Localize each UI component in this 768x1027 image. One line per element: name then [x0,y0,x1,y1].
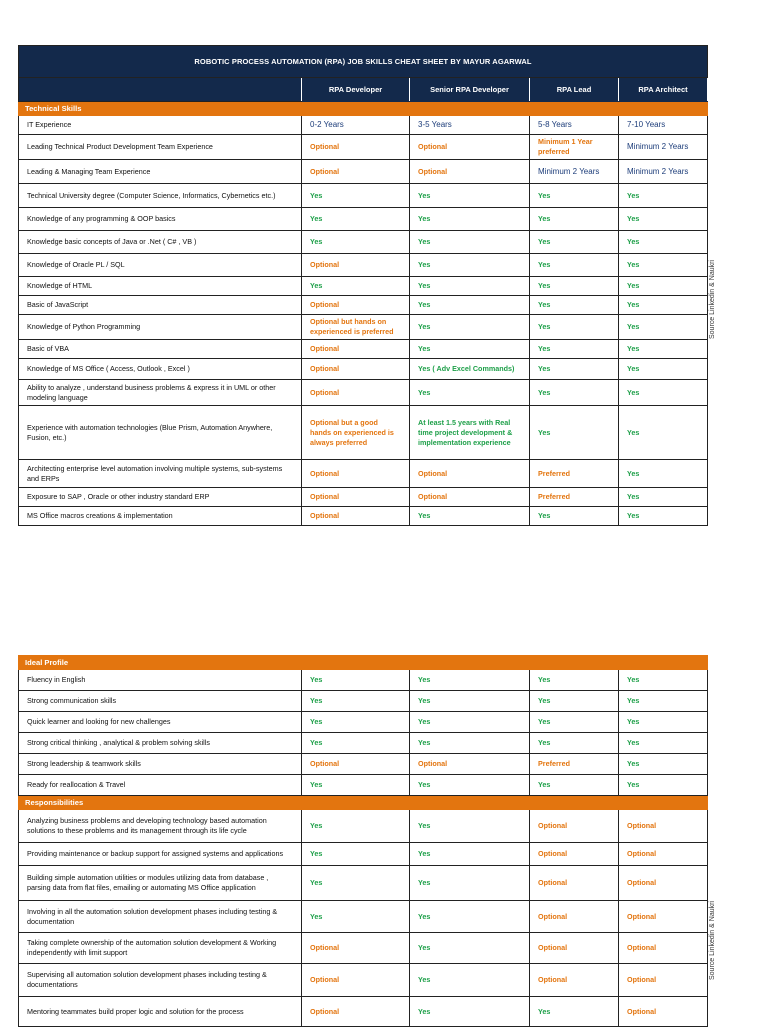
requirement-cell: Yes [619,359,708,380]
requirement-cell: Yes [410,733,530,754]
requirement-cell: Yes [530,997,619,1027]
column-header-rpa-lead: RPA Lead [530,78,619,102]
skill-label: MS Office macros creations & implementation [19,507,302,526]
requirement-cell: Yes [410,866,530,901]
requirement-cell: Optional [410,460,530,488]
requirement-cell: Optional [530,933,619,964]
skill-label: Supervising all automation solution development phases including testing & documentations [19,964,302,997]
skill-label: Involving in all the automation solution development phases including testing & documentation [19,901,302,933]
requirement-cell: Yes [530,254,619,277]
requirement-cell: Optional [410,160,530,184]
requirement-cell: Yes [302,208,410,231]
requirement-cell: Yes [530,406,619,460]
sheet-title: ROBOTIC PROCESS AUTOMATION (RPA) JOB SKILLS CHEAT SHEET BY MAYUR AGARWAL [19,46,708,78]
requirement-cell: Yes [410,184,530,208]
table-row [19,507,708,526]
requirement-cell: Optional [410,135,530,160]
requirement-cell: Yes [410,340,530,359]
requirement-cell: Yes [530,315,619,340]
skill-label: Knowledge of any programming & OOP basics [19,208,302,231]
requirement-cell: Yes [302,866,410,901]
requirement-cell: Yes [302,277,410,296]
requirement-cell: Yes [530,670,619,691]
requirement-cell: Yes [530,775,619,796]
skill-label: Strong critical thinking , analytical & problem solving skills [19,733,302,754]
requirement-cell: Yes [530,231,619,254]
requirement-cell: Yes [410,810,530,843]
requirement-cell: Yes [619,775,708,796]
table-row [19,997,708,1027]
requirement-cell: Yes [530,340,619,359]
requirement-cell: Yes [410,712,530,733]
requirement-cell: Yes [530,507,619,526]
requirement-cell: Yes [302,901,410,933]
requirement-cell: Yes [410,670,530,691]
table-row [19,933,708,964]
requirement-cell: Optional [410,754,530,775]
requirement-cell: Yes [530,359,619,380]
skill-label: Leading & Managing Team Experience [19,160,302,184]
table-row [19,691,708,712]
requirement-cell: Yes [619,184,708,208]
table-row [19,380,708,406]
table-row [19,277,708,296]
table-row [19,733,708,754]
requirement-cell: Preferred [530,488,619,507]
column-header-senior-rpa-developer: Senior RPA Developer [410,78,530,102]
requirement-cell: 7-10 Years [619,116,708,135]
requirement-cell: Yes [410,254,530,277]
table-row [19,315,708,340]
requirement-cell: Minimum 2 Years [619,135,708,160]
requirement-cell: Optional [410,488,530,507]
requirement-cell: Optional [619,810,708,843]
requirement-cell: Yes [302,691,410,712]
requirement-cell: Yes [410,964,530,997]
table-row [19,460,708,488]
requirement-cell: Optional [619,933,708,964]
requirement-cell: Yes [410,507,530,526]
requirement-cell: Yes [619,754,708,775]
section-technical-skills: Technical Skills [19,102,708,116]
requirement-cell: Yes [619,488,708,507]
table-row [19,135,708,160]
skill-label: Basic of VBA [19,340,302,359]
table-row [19,670,708,691]
requirement-cell: Yes [302,231,410,254]
skill-label: Providing maintenance or backup support for assigned systems and applications [19,843,302,866]
requirement-cell: Yes ( Adv Excel Commands) [410,359,530,380]
skill-label: Knowledge of MS Office ( Access, Outlook , Excel ) [19,359,302,380]
column-header-rpa-developer: RPA Developer [302,78,410,102]
requirement-cell: Yes [410,296,530,315]
skill-label: Quick learner and looking for new challenges [19,712,302,733]
skill-label: Taking complete ownership of the automation solution development & Working independently with limit support [19,933,302,964]
source-note: Source Linkedin & Naukri [709,901,716,980]
requirement-cell: Yes [302,733,410,754]
skill-label: IT Experience [19,116,302,135]
requirement-cell: Optional [302,160,410,184]
requirement-cell: Optional [530,843,619,866]
requirement-cell: Optional but a good hands on experienced is always preferred [302,406,410,460]
table-row [19,184,708,208]
requirement-cell: Optional [302,254,410,277]
requirement-cell: Yes [619,380,708,406]
requirement-cell: Yes [410,380,530,406]
skill-label: Analyzing business problems and developing technology based automation solutions to these problems and its management through its life cycle [19,810,302,843]
table-row [19,340,708,359]
header-blank [19,78,302,102]
requirement-cell: Yes [410,901,530,933]
requirement-cell: Yes [619,340,708,359]
skill-label: Experience with automation technologies (Blue Prism, Automation Anywhere, Fusion, etc.) [19,406,302,460]
table-row [19,160,708,184]
requirement-cell: Optional [302,488,410,507]
skill-label: Basic of JavaScript [19,296,302,315]
table-row [19,254,708,277]
skill-label: Strong communication skills [19,691,302,712]
table-row [19,901,708,933]
requirement-cell: At least 1.5 years with Real time project development & implementation experience [410,406,530,460]
requirement-cell: Yes [619,691,708,712]
requirement-cell: Optional [530,964,619,997]
requirement-cell: Yes [619,231,708,254]
requirement-cell: Yes [619,254,708,277]
requirement-cell: Optional [302,380,410,406]
requirement-cell: Optional [302,460,410,488]
skill-label: Mentoring teammates build proper logic and solution for the process [19,997,302,1027]
requirement-cell: Yes [410,775,530,796]
table-row [19,754,708,775]
requirement-cell: Yes [302,184,410,208]
requirement-cell: Optional [302,507,410,526]
requirement-cell: Optional [530,810,619,843]
skill-label: Knowledge of HTML [19,277,302,296]
skill-label: Fluency in English [19,670,302,691]
table-row [19,810,708,843]
requirement-cell: Yes [619,507,708,526]
requirement-cell: Optional [302,964,410,997]
requirement-cell: Yes [619,277,708,296]
section-ideal-profile: Ideal Profile [19,656,708,670]
requirement-cell: Yes [410,231,530,254]
requirement-cell: Preferred [530,754,619,775]
requirement-cell: Preferred [530,460,619,488]
requirement-cell: Yes [619,733,708,754]
skills-table [18,45,708,526]
requirement-cell: Yes [410,997,530,1027]
requirement-cell: Optional [530,901,619,933]
requirement-cell: Optional [302,135,410,160]
requirement-cell: Yes [302,712,410,733]
table-row [19,208,708,231]
table-row [19,359,708,380]
skill-label: Ability to analyze , understand business problems & express it in UML or other modeling language [19,380,302,406]
requirement-cell: Yes [530,277,619,296]
requirement-cell: Optional [302,997,410,1027]
column-header-rpa-architect: RPA Architect [619,78,708,102]
table-row [19,296,708,315]
requirement-cell: Yes [302,810,410,843]
requirement-cell: Yes [410,277,530,296]
table-row [19,964,708,997]
skill-label: Architecting enterprise level automation involving multiple systems, sub-systems and ERPs [19,460,302,488]
requirement-cell: Yes [410,315,530,340]
skill-label: Leading Technical Product Development Team Experience [19,135,302,160]
requirement-cell: Yes [530,208,619,231]
table-row [19,843,708,866]
profile-table [18,655,708,1027]
skill-label: Strong leadership & teamwork skills [19,754,302,775]
requirement-cell: Optional [302,933,410,964]
requirement-cell: Yes [619,670,708,691]
skill-label: Building simple automation utilities or modules utilizing data from database , parsing data from flat files, emailing or automating MS Office application [19,866,302,901]
table-row [19,775,708,796]
requirement-cell: Yes [619,406,708,460]
skill-label: Ready for reallocation & Travel [19,775,302,796]
requirement-cell: Yes [530,296,619,315]
table-row [19,116,708,135]
requirement-cell: Optional [619,843,708,866]
table-row [19,712,708,733]
requirement-cell: Yes [410,208,530,231]
requirement-cell: Minimum 2 Years [619,160,708,184]
section-responsibilities: Responsibilities [19,796,708,810]
requirement-cell: Optional [302,340,410,359]
requirement-cell: Yes [302,670,410,691]
requirement-cell: Yes [530,184,619,208]
requirement-cell: Yes [619,208,708,231]
requirement-cell: Optional [302,754,410,775]
requirement-cell: Optional but hands on experienced is preferred [302,315,410,340]
requirement-cell: Yes [530,712,619,733]
skill-label: Technical University degree (Computer Science, Informatics, Cybernetics etc.) [19,184,302,208]
requirement-cell: Minimum 1 Year preferred [530,135,619,160]
requirement-cell: 3-5 Years [410,116,530,135]
requirement-cell: Yes [619,296,708,315]
requirement-cell: Yes [530,691,619,712]
requirement-cell: Optional [302,296,410,315]
requirement-cell: Optional [302,359,410,380]
table-row [19,406,708,460]
requirement-cell: Optional [619,997,708,1027]
requirement-cell: Minimum 2 Years [530,160,619,184]
requirement-cell: Yes [619,712,708,733]
requirement-cell: Yes [530,380,619,406]
requirement-cell: Optional [619,901,708,933]
source-note: Source Linkedin & Naukri [709,260,716,339]
requirement-cell: Optional [619,866,708,901]
skill-label: Knowledge basic concepts of Java or .Net ( C# , VB ) [19,231,302,254]
requirement-cell: Yes [302,843,410,866]
requirement-cell: 5-8 Years [530,116,619,135]
requirement-cell: 0-2 Years [302,116,410,135]
requirement-cell: Yes [530,733,619,754]
table-row [19,488,708,507]
skill-label: Knowledge of Python Programming [19,315,302,340]
skill-label: Exposure to SAP , Oracle or other industry standard ERP [19,488,302,507]
table-row [19,231,708,254]
requirement-cell: Yes [410,933,530,964]
requirement-cell: Optional [530,866,619,901]
requirement-cell: Optional [619,964,708,997]
requirement-cell: Yes [619,460,708,488]
table-row [19,866,708,901]
skill-label: Knowledge of Oracle PL / SQL [19,254,302,277]
requirement-cell: Yes [302,775,410,796]
requirement-cell: Yes [619,315,708,340]
requirement-cell: Yes [410,691,530,712]
requirement-cell: Yes [410,843,530,866]
